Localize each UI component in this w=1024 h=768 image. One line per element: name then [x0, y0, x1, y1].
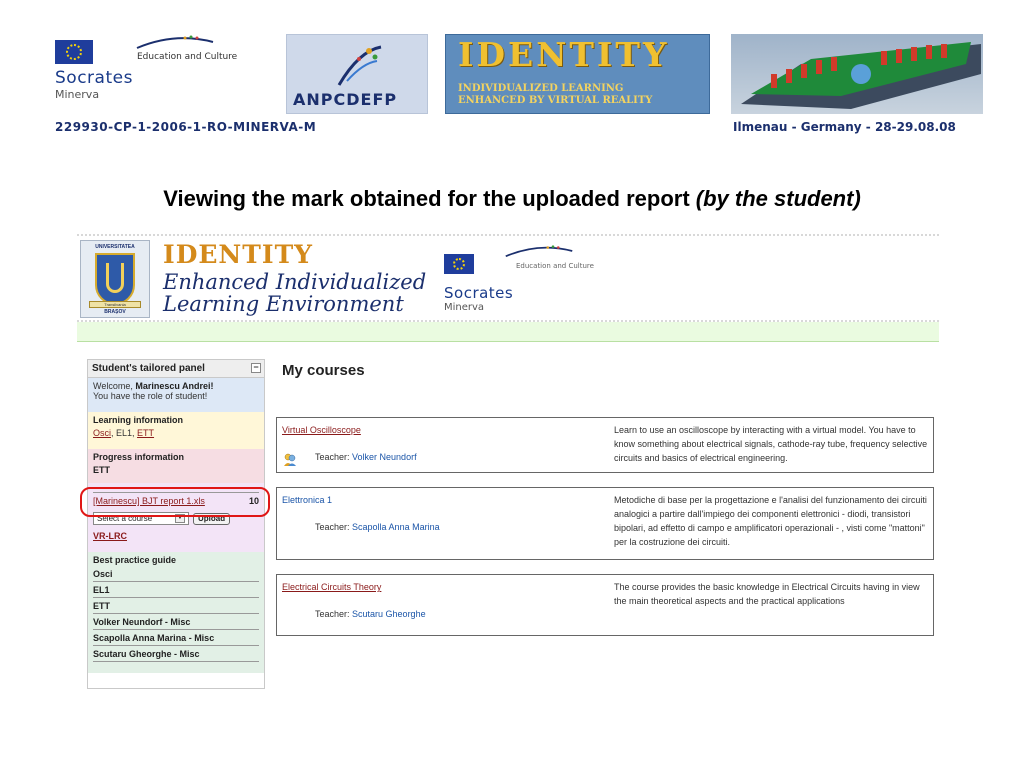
course-description: Metodiche di base per la progettazione e l'analisi del funzionamento dei circuiti analogici a partire dall'impiego dei componenti elettronici - diodi, transistori bipolari, ad effetto di campo e amplificatori operazionali - , visti come "mattoni" per la costruzione dei circuiti.	[614, 495, 927, 547]
best-item-neundorf[interactable]: Volker Neundorf - Misc	[93, 616, 259, 630]
anpcdefp-logo	[286, 34, 428, 114]
identity-banner	[445, 34, 710, 114]
user-role: You have the role of student!	[93, 391, 208, 401]
learning-label: Learning information	[93, 415, 183, 425]
site-tagline-2: Learning Environment	[163, 292, 404, 316]
welcome-section	[88, 378, 264, 412]
progress-section	[88, 449, 264, 483]
upload-button[interactable]: Upload	[193, 513, 230, 525]
welcome-prefix: Welcome,	[93, 381, 136, 391]
progress-label: Progress information	[93, 452, 185, 462]
best-item-osci[interactable]: Osci	[93, 568, 259, 582]
best-practice-label: Best practice guide	[93, 555, 177, 565]
anpcdefp-text: ANPCDEFP	[293, 90, 398, 109]
course-description: The course provides the basic knowledge in Electrical Circuits having in view the main theoretical aspects and the practical applications	[614, 582, 920, 606]
uploaded-file-link[interactable]: [Marinescu] BJT report 1.xls	[93, 496, 205, 506]
course-card	[276, 574, 934, 636]
teacher-label: Teacher:	[315, 522, 353, 532]
course-card	[276, 487, 934, 560]
crest-band-text: Transilvania	[89, 301, 141, 308]
slide-title-italic: (by the student)	[695, 186, 861, 211]
site-soc-minerva: Minerva	[444, 302, 485, 313]
course-card	[276, 417, 934, 473]
eu-flag-icon	[55, 40, 93, 64]
socrates-title: Socrates	[55, 68, 133, 88]
teacher-link[interactable]: Volker Neundorf	[352, 452, 417, 462]
file-mark: 10	[248, 496, 259, 506]
project-code: 229930-CP-1-2006-1-RO-MINERVA-M	[55, 120, 317, 134]
site-socrates-logo	[444, 244, 614, 318]
university-crest-icon	[80, 240, 150, 318]
site-header	[77, 234, 939, 322]
best-item-scutaru[interactable]: Scutaru Gheorghe - Misc	[93, 648, 259, 662]
learning-link-el1[interactable]: EL1	[116, 428, 133, 438]
course-select-value: Select a course	[97, 514, 153, 523]
course-link[interactable]: Electrical Circuits Theory	[282, 582, 382, 592]
student-panel	[87, 359, 265, 689]
identity-sub1: INDIVIDUALIZED LEARNING	[458, 83, 624, 94]
page-title: My courses	[282, 362, 365, 379]
course-description: Learn to use an oscilloscope by interacting with a virtual model. You have to know something about electrical signals, cathode-ray tube, frequency selective circuits and basics of electrical engineering.	[614, 425, 928, 463]
collapse-icon[interactable]: −	[251, 363, 261, 373]
site-tagline-1: Enhanced Individualized	[163, 270, 427, 294]
student-panel-title: Student's tailored panel	[92, 363, 205, 374]
learning-link-ett[interactable]: ETT	[137, 428, 155, 438]
learning-link-osci[interactable]: Osci	[93, 428, 111, 438]
site-soc-edu: Education and Culture	[516, 262, 594, 270]
anpcdefp-mark-icon	[329, 41, 389, 89]
vr-lrc-link[interactable]: VR-LRC	[93, 531, 127, 541]
site-title: IDENTITY	[163, 240, 314, 269]
navigation-bar	[77, 322, 939, 342]
guest-access-icon	[283, 453, 297, 467]
platform-screenshot	[77, 234, 939, 720]
eu-flag-icon	[444, 254, 474, 274]
slide-title	[0, 186, 1024, 212]
course-link[interactable]: Virtual Oscilloscope	[282, 425, 361, 435]
teacher-label: Teacher:	[315, 452, 353, 462]
best-item-scapolla[interactable]: Scapolla Anna Marina - Misc	[93, 632, 259, 646]
socrates-edu-text: Education and Culture	[137, 52, 238, 62]
learning-section: Learning information Osci, EL1, ETT	[88, 412, 264, 449]
site-soc-title: Socrates	[444, 284, 514, 302]
identity-sub2: ENHANCED BY VIRTUAL REALITY	[458, 95, 653, 106]
student-panel-header	[88, 360, 264, 378]
swoosh-icon	[135, 34, 215, 50]
slide-header	[0, 0, 1024, 140]
frame-cover	[77, 691, 332, 720]
swoosh-icon	[504, 244, 574, 258]
teacher-link[interactable]: Scutaru Gheorghe	[352, 609, 426, 619]
teacher-label: Teacher:	[315, 609, 353, 619]
user-name: Marinescu Andrei!	[135, 381, 214, 391]
place-date: Ilmenau - Germany - 28-29.08.08	[733, 120, 956, 134]
course-link[interactable]: Elettronica 1	[282, 495, 333, 505]
circuit-render-image	[731, 34, 983, 114]
best-practice-section	[88, 552, 264, 673]
progress-value: ETT	[93, 465, 110, 475]
crest-city-text: BRAȘOV	[104, 309, 126, 315]
identity-title: IDENTITY	[458, 35, 670, 74]
highlight-annotation	[80, 487, 270, 517]
crest-top-text: UNIVERSITATEA	[95, 244, 135, 250]
socrates-logo	[55, 32, 255, 112]
teacher-link[interactable]: Scapolla Anna Marina	[352, 522, 440, 532]
chevron-down-icon: ▼	[175, 514, 185, 523]
slide-title-main: Viewing the mark obtained for the uploaded report	[163, 186, 690, 211]
best-item-el1[interactable]: EL1	[93, 584, 259, 598]
best-item-ett[interactable]: ETT	[93, 600, 259, 614]
socrates-minerva: Minerva	[55, 88, 100, 101]
